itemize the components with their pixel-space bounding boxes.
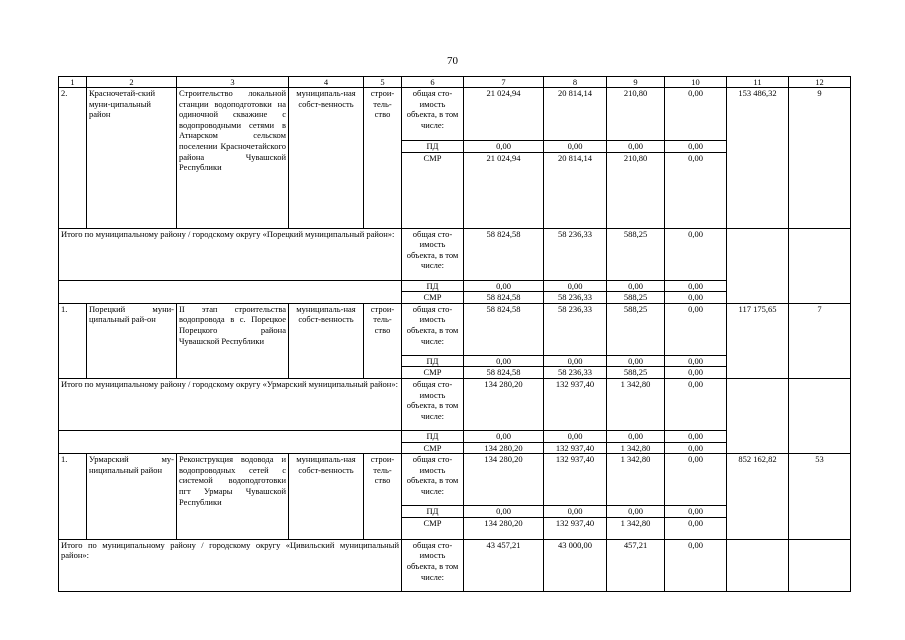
pd-label: ПД	[402, 280, 464, 292]
total-cost-label: общая сто-имость объекта, в том числе:	[402, 303, 464, 355]
work-type-cell: строи-тель-ство	[364, 454, 402, 540]
column-header: 5	[364, 77, 402, 88]
value-cell: 588,25	[607, 303, 665, 355]
value-cell: 58 824,58	[464, 292, 544, 304]
value-cell: 0,00	[544, 506, 607, 518]
value-cell: 134 280,20	[464, 442, 544, 454]
value-cell: 1 342,80	[607, 378, 665, 430]
district-cell: Порецкий муни-ципальный рай-он	[87, 303, 177, 378]
pd-label: ПД	[402, 430, 464, 442]
value-cell: 53	[789, 454, 851, 540]
value-cell: 588,25	[607, 367, 665, 379]
empty-cell	[727, 539, 789, 591]
value-cell: 0,00	[464, 355, 544, 367]
table-row	[59, 88, 851, 141]
value-cell: 43 000,00	[544, 539, 607, 591]
value-cell: 0,00	[607, 280, 665, 292]
value-cell: 1 342,80	[607, 454, 665, 506]
value-cell: 588,25	[607, 292, 665, 304]
total-cost-label: общая сто-имость объекта, в том числе:	[402, 378, 464, 430]
project-name-cell: Строительство локальной станции водоподготовки на одиночной скважине с водопроводными сетями в Атнарском сельском поселении Красночетайского района Чувашской Республики	[177, 88, 289, 229]
value-cell: 0,00	[665, 141, 727, 153]
column-header: 9	[607, 77, 665, 88]
column-header: 7	[464, 77, 544, 88]
empty-cell	[59, 442, 402, 454]
value-cell: 588,25	[607, 228, 665, 280]
value-cell: 0,00	[665, 292, 727, 304]
value-cell: 0,00	[544, 280, 607, 292]
empty-cell	[727, 228, 789, 303]
column-header: 8	[544, 77, 607, 88]
value-cell: 9	[789, 88, 851, 229]
value-cell: 0,00	[665, 454, 727, 506]
empty-cell	[789, 539, 851, 591]
table-row	[59, 303, 851, 355]
value-cell: 852 162,82	[727, 454, 789, 540]
ownership-cell: муниципаль-ная собст-венность	[289, 303, 364, 378]
value-cell: 58 824,58	[464, 367, 544, 379]
value-cell: 0,00	[665, 355, 727, 367]
subtotal-label: Итого по муниципальному району / городскому округу «Урмарский муниципальный район»:	[59, 378, 402, 430]
column-header: 10	[665, 77, 727, 88]
value-cell: 0,00	[665, 442, 727, 454]
subtotal-label: Итого по муниципальному району / городскому округу «Цивильский муниципальный район»:	[59, 539, 402, 591]
column-header: 3	[177, 77, 289, 88]
ownership-cell: муниципаль-ная собст-венность	[289, 88, 364, 229]
value-cell: 153 486,32	[727, 88, 789, 229]
column-header: 2	[87, 77, 177, 88]
empty-cell	[59, 292, 402, 304]
pd-label: ПД	[402, 355, 464, 367]
row-number: 1.	[59, 454, 87, 540]
value-cell: 132 937,40	[544, 454, 607, 506]
value-cell: 20 814,14	[544, 152, 607, 228]
value-cell: 58 236,33	[544, 303, 607, 355]
value-cell: 0,00	[544, 141, 607, 153]
value-cell: 0,00	[665, 517, 727, 539]
value-cell: 21 024,94	[464, 88, 544, 141]
value-cell: 58 824,58	[464, 228, 544, 280]
value-cell: 0,00	[665, 539, 727, 591]
smr-label: СМР	[402, 152, 464, 228]
value-cell: 58 236,33	[544, 228, 607, 280]
value-cell: 0,00	[607, 430, 665, 442]
value-cell: 0,00	[665, 430, 727, 442]
smr-label: СМР	[402, 517, 464, 539]
value-cell: 58 236,33	[544, 367, 607, 379]
value-cell: 0,00	[665, 378, 727, 430]
value-cell: 0,00	[665, 303, 727, 355]
value-cell: 0,00	[607, 506, 665, 518]
total-cost-label: общая сто-имость объекта, в том числе:	[402, 228, 464, 280]
column-header: 4	[289, 77, 364, 88]
ownership-cell: муниципаль-ная собст-венность	[289, 454, 364, 540]
value-cell: 0,00	[544, 430, 607, 442]
empty-cell	[59, 430, 402, 442]
value-cell: 132 937,40	[544, 442, 607, 454]
total-cost-label: общая сто-имость объекта, в том числе:	[402, 539, 464, 591]
work-type-cell: строи-тель-ство	[364, 88, 402, 229]
value-cell: 134 280,20	[464, 378, 544, 430]
value-cell: 117 175,65	[727, 303, 789, 378]
empty-cell	[727, 378, 789, 453]
value-cell: 0,00	[665, 506, 727, 518]
project-name-cell: Реконструкция водовода и водопроводных сетей с системой водоподготовки пгт Урмары Чувашской Республики	[177, 454, 289, 540]
value-cell: 0,00	[464, 430, 544, 442]
total-cost-label: общая сто-имость объекта, в том числе:	[402, 88, 464, 141]
investment-table	[58, 76, 851, 592]
value-cell: 58 824,58	[464, 303, 544, 355]
district-cell: Урмарский му-ниципальный район	[87, 454, 177, 540]
value-cell: 457,21	[607, 539, 665, 591]
value-cell: 0,00	[665, 367, 727, 379]
table-row	[59, 378, 851, 430]
value-cell: 58 236,33	[544, 292, 607, 304]
smr-label: СМР	[402, 442, 464, 454]
table-header-row	[59, 77, 851, 88]
value-cell: 134 280,20	[464, 454, 544, 506]
value-cell: 1 342,80	[607, 442, 665, 454]
pd-label: ПД	[402, 141, 464, 153]
table-row	[59, 454, 851, 506]
district-cell: Красночетай-ский муни-ципальный район	[87, 88, 177, 229]
value-cell: 210,80	[607, 88, 665, 141]
value-cell: 0,00	[464, 141, 544, 153]
value-cell: 20 814,14	[544, 88, 607, 141]
empty-cell	[789, 228, 851, 303]
value-cell: 0,00	[665, 280, 727, 292]
value-cell: 0,00	[607, 141, 665, 153]
value-cell: 132 937,40	[544, 517, 607, 539]
project-name-cell: II этап строительства водопровода в с. Порецкое Порецкого района Чувашской Республики	[177, 303, 289, 378]
value-cell: 132 937,40	[544, 378, 607, 430]
work-type-cell: строи-тель-ство	[364, 303, 402, 378]
value-cell: 134 280,20	[464, 517, 544, 539]
table-row	[59, 228, 851, 280]
table-row	[59, 539, 851, 591]
subtotal-label: Итого по муниципальному району / городскому округу «Порецкий муниципальный район»:	[59, 228, 402, 280]
value-cell: 43 457,21	[464, 539, 544, 591]
row-number: 2.	[59, 88, 87, 229]
value-cell: 0,00	[607, 355, 665, 367]
pd-label: ПД	[402, 506, 464, 518]
empty-cell	[59, 280, 402, 292]
column-header: 6	[402, 77, 464, 88]
smr-label: СМР	[402, 292, 464, 304]
row-number: 1.	[59, 303, 87, 378]
value-cell: 0,00	[464, 506, 544, 518]
smr-label: СМР	[402, 367, 464, 379]
value-cell: 21 024,94	[464, 152, 544, 228]
value-cell: 210,80	[607, 152, 665, 228]
page-number: 70	[447, 55, 458, 67]
total-cost-label: общая сто-имость объекта, в том числе:	[402, 454, 464, 506]
column-header: 1	[59, 77, 87, 88]
value-cell: 0,00	[665, 88, 727, 141]
column-header: 12	[789, 77, 851, 88]
value-cell: 0,00	[464, 280, 544, 292]
value-cell: 1 342,80	[607, 517, 665, 539]
value-cell: 7	[789, 303, 851, 378]
value-cell: 0,00	[665, 152, 727, 228]
empty-cell	[789, 378, 851, 453]
column-header: 11	[727, 77, 789, 88]
value-cell: 0,00	[665, 228, 727, 280]
value-cell: 0,00	[544, 355, 607, 367]
